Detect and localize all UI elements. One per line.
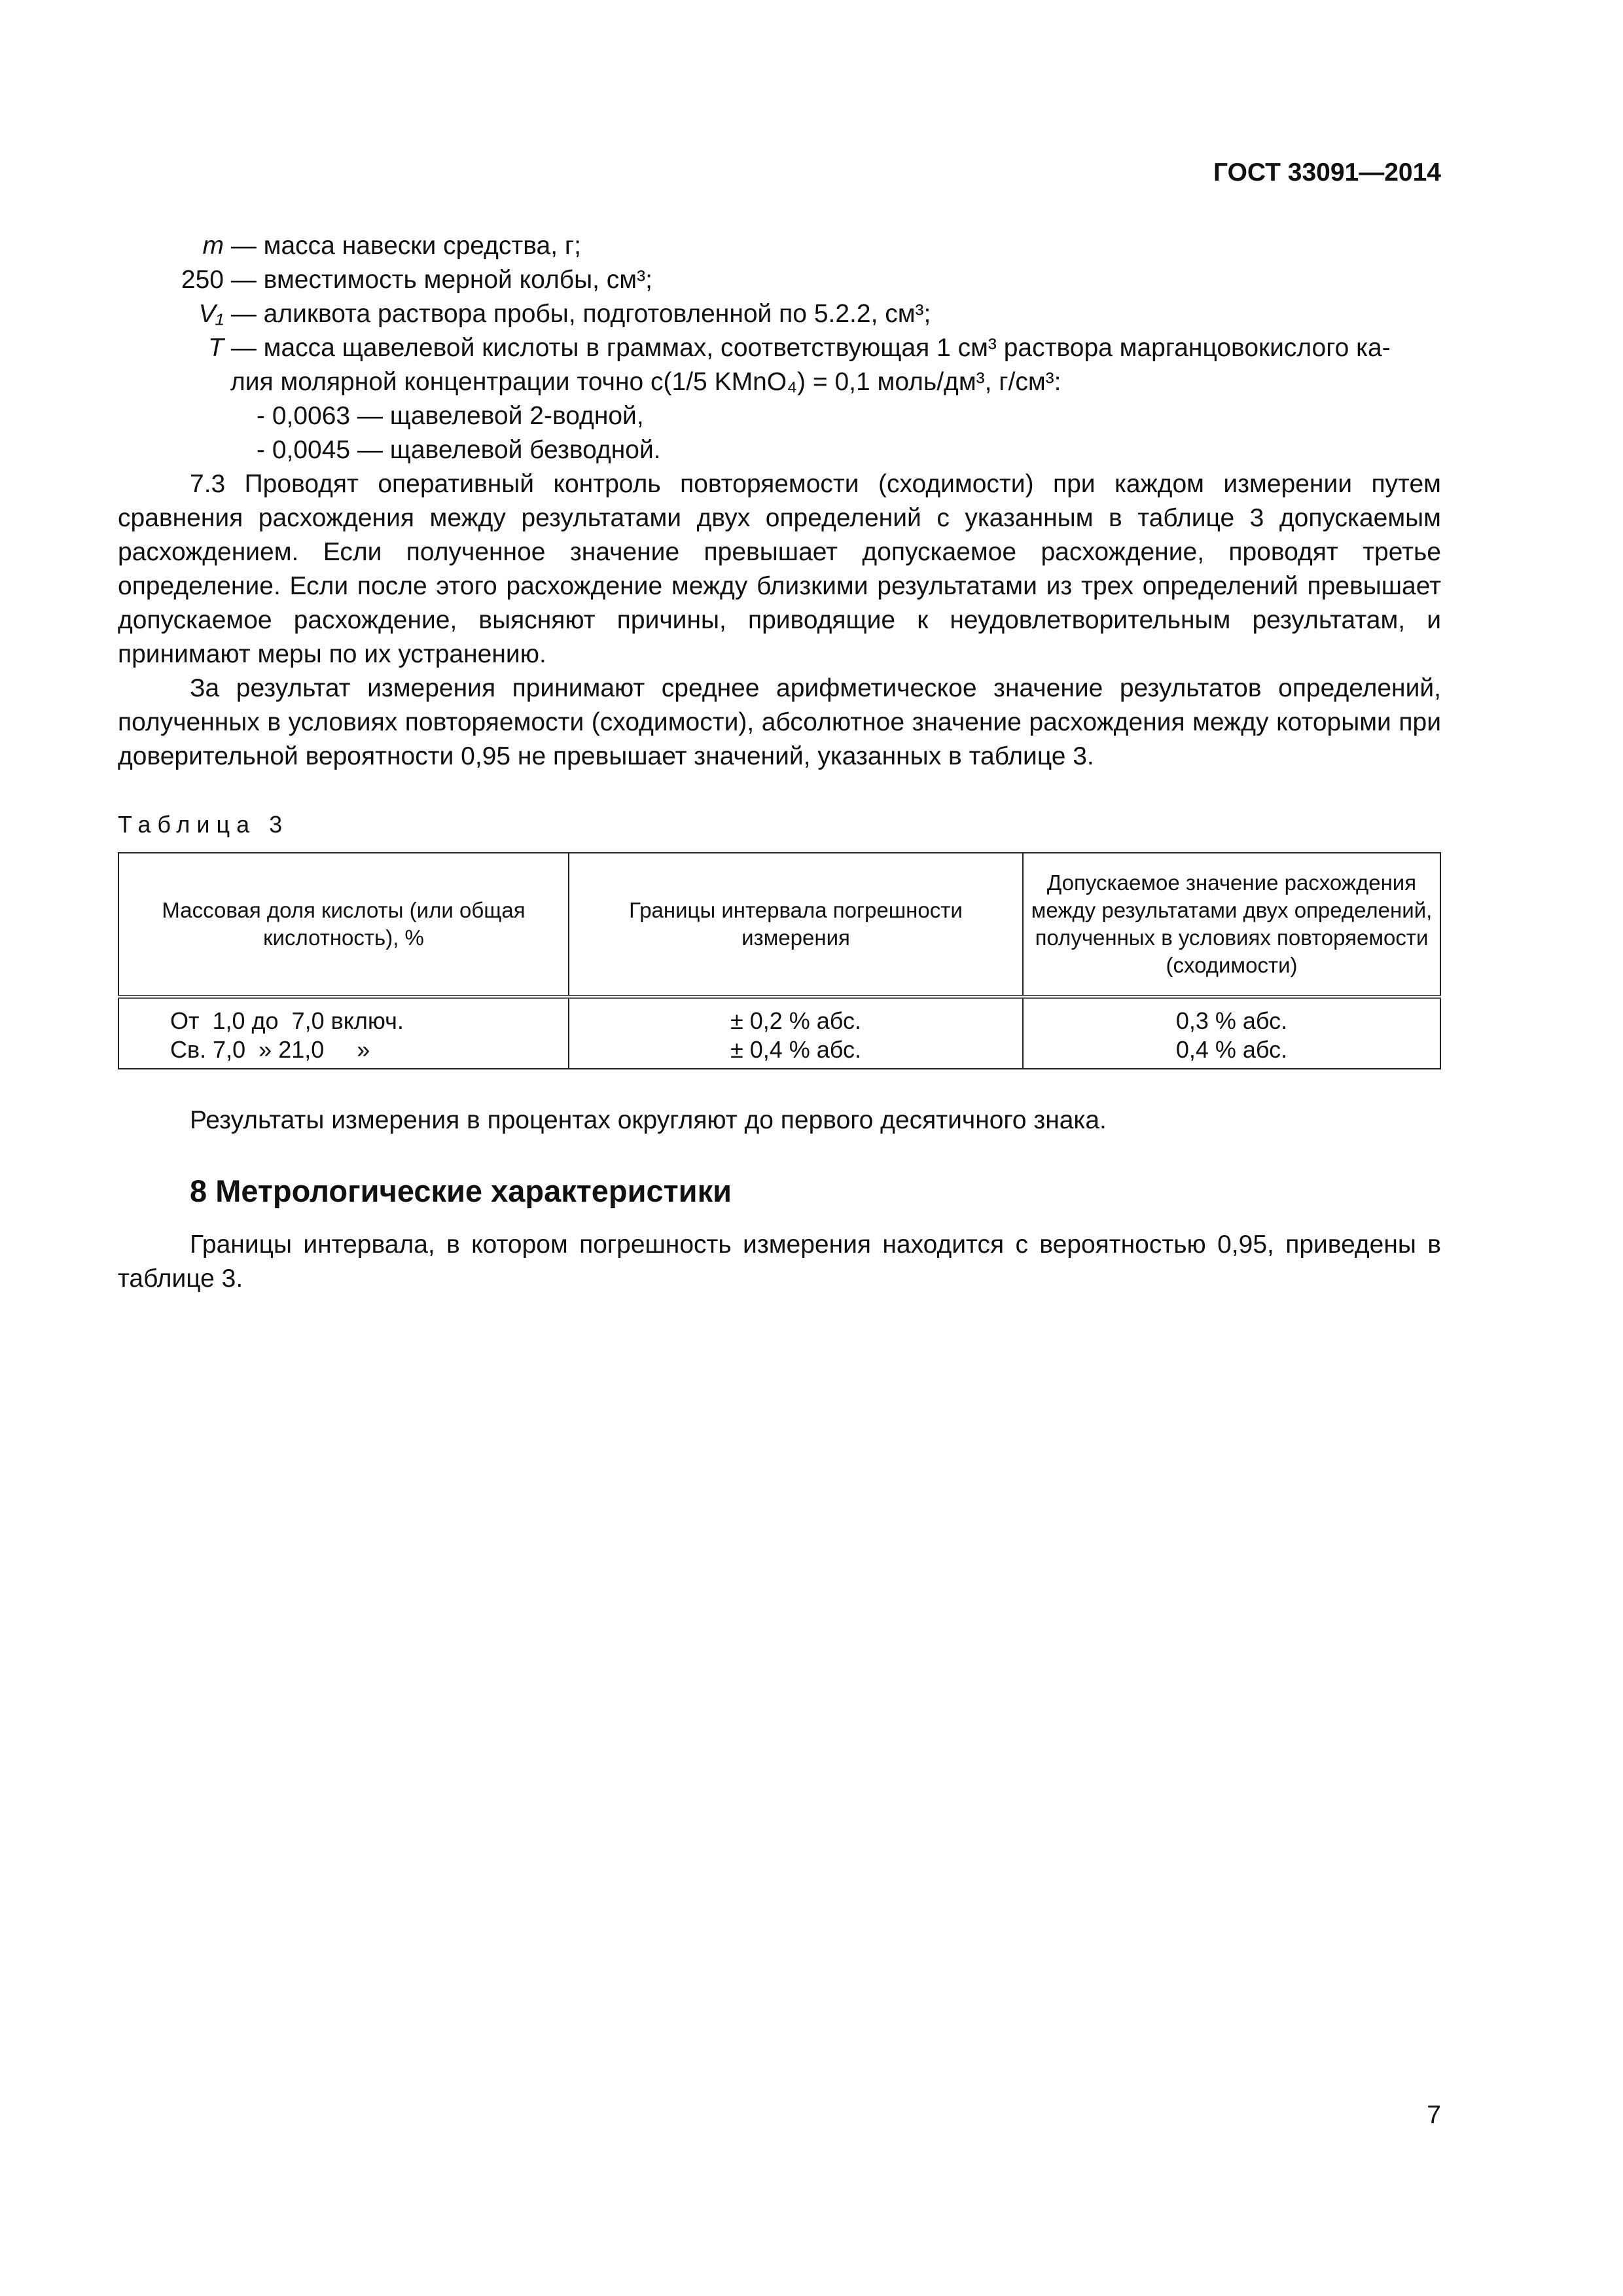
table-row [118, 1035, 1440, 1069]
table-cell: Св. 7,0 » 21,0 » [118, 1035, 569, 1069]
paragraph-7-3: 7.3 Проводят оперативный контроль повторяемости (сходимости) при каждом измерении путем сравнения расхождения между результатами двух определений с указанным в таблице 3 допускаемым расхождением. Если полученное значение превышает допускаемое расхождение, проводят третье определение. Если после этого расхождение между близкими результатами из трех определений превышает допускаемое расхождение, выясняют причины, приводящие к неудовлетворительным результатам, и принимают меры по их устранению. [118, 470, 1441, 668]
table-header-row [118, 853, 1440, 997]
table-header-cell: Границы интервала погрешности измерения [569, 853, 1023, 997]
definitions-list [118, 229, 1441, 467]
table-header-cell: Массовая доля кислоты (или общая кислотность), % [118, 853, 569, 997]
section-8-heading: 8 Метрологические характеристики [190, 1174, 732, 1208]
definition-text: — масса щавелевой кислоты в граммах, соответствующая 1 см³ раствора марганцовокислого ка- [230, 334, 1391, 362]
definition-symbol: m [202, 232, 224, 260]
table-cell: ± 0,4 % абс. [569, 1035, 1023, 1069]
definition-symbol: V₁ [198, 300, 224, 328]
definition-item [118, 297, 1441, 331]
table-row [118, 997, 1440, 1035]
paragraph-result: За результат измерения принимают среднее арифметическое значение результатов определений, полученных в условиях повторяемости (сходимости), абсолютное значение расхождения между которыми при доверительной вероятности 0,95 не превышает значений, указанных в таблице 3. [118, 674, 1441, 770]
table-3 [118, 852, 1441, 1069]
definition-text: — вместимость мерной колбы, см³; [230, 266, 652, 294]
definition-subitem: - 0,0063 — щавелевой 2-водной, [257, 402, 644, 430]
definition-symbol: T [208, 334, 224, 362]
page-number: 7 [1427, 2101, 1441, 2129]
definition-text: — аликвота раствора пробы, подготовленной по 5.2.2, см³; [230, 300, 931, 328]
paragraph-section-8: Границы интервала, в котором погрешность измерения находится с вероятностью 0,95, приведены в таблице 3. [118, 1230, 1441, 1293]
definition-item [118, 331, 1441, 365]
definition-continuation: лия молярной концентрации точно c(1/5 KMnO₄) = 0,1 моль/дм³, г/см³: [230, 368, 1061, 396]
paragraph-rounding: Результаты измерения в процентах округляют до первого десятичного знака. [190, 1106, 1107, 1134]
definition-text: — масса навески средства, г; [230, 232, 581, 260]
table-cell: 0,3 % абс. [1023, 997, 1440, 1035]
definition-item [118, 229, 1441, 263]
table-cell: 0,4 % абс. [1023, 1035, 1440, 1069]
standard-header: ГОСТ 33091—2014 [1213, 158, 1441, 187]
definition-subitem: - 0,0045 — щавелевой безводной. [257, 436, 661, 464]
table-cell: ± 0,2 % абс. [569, 997, 1023, 1035]
definition-item [118, 263, 1441, 297]
table-header-cell: Допускаемое значение расхождения между результатами двух определений, полученных в условиях повторяемости (сходимости) [1023, 853, 1440, 997]
table-caption: Таблица 3 [118, 811, 289, 838]
table-cell: От 1,0 до 7,0 включ. [118, 997, 569, 1035]
page-content [118, 229, 1441, 1296]
definition-symbol: 250 [181, 266, 224, 294]
